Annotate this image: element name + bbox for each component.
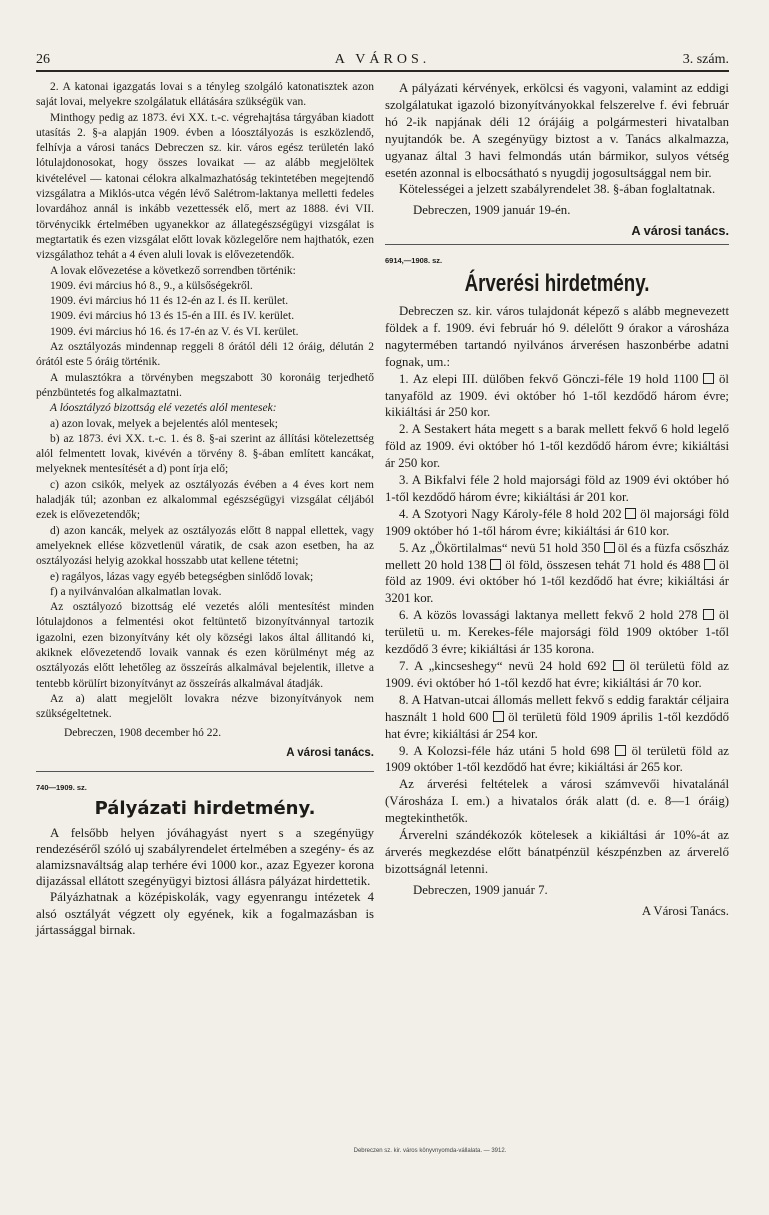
auction-item-text: öl területü föld az 1909 október 1-től kezdődő hat évre; kikiáltási ár 265 kor. bbox=[385, 743, 729, 775]
auction-item-text: 7. A „kincseshegy“ nevü 24 hold 692 bbox=[399, 659, 613, 673]
auction-item-text: 8. A Hatvan-utcai állomás mellett fekvő s eddig faraktár céljaira használt 1 hold 600 bbox=[385, 692, 729, 724]
paragraph: A lovak elővezetése a következő sorrendben történik: bbox=[50, 264, 296, 277]
paragraph: Pályázhatnak a középiskolák, vagy egyenrangu intézetek 4 alsó osztályát végzett oly egyének, kik a fogalmazásban is jártassággal birnak. bbox=[36, 890, 374, 937]
square-fathom-icon bbox=[493, 711, 504, 722]
exemption-item: a) azon lovak, melyek a bejelentés alól mentesek; bbox=[50, 417, 278, 430]
auction-item-text: 9. A Kolozsi-féle ház utáni 5 hold 698 bbox=[399, 743, 616, 758]
square-fathom-icon bbox=[703, 373, 714, 384]
issue-number: 3. szám. bbox=[682, 52, 729, 67]
notice-signature: A városi tanács. bbox=[286, 746, 374, 759]
auction-item-text: öl területü u. m. Kerekes-féle majorsági föld 1909 október 1-től kezdődő 3 évre; kikiáltási ár 135 korona. bbox=[385, 608, 730, 657]
auction-item bbox=[385, 658, 729, 692]
auction-item-text: öl területü föld 1909 április 1-től kezdődő hat évre; kikiáltási ár 254 kor. bbox=[385, 709, 729, 741]
auction-item-text: 5. Az „Ökörtilalmas“ nevü 51 hold 350 bbox=[399, 540, 604, 555]
auction-item-text: 2. A Sestakert háta megett s a barak mellett fekvő 6 hold legelő föld az 1909. évi október hó 1-től kezdődő három évre; kikiáltási ár 250 kor. bbox=[385, 422, 729, 471]
square-fathom-icon bbox=[490, 559, 501, 570]
notice-date: Debreczen, 1909 január 7. bbox=[413, 882, 548, 897]
paragraph: 2. A katonai igazgatás lovai s a tényleg szolgáló katonatisztek azon saját lovai, melyekre szolgálatuk ellátására szükségük van. bbox=[36, 81, 374, 109]
exemption-item: d) azon kancák, melyek az osztályozás előtt 8 nappal ellettek, vagy amelyeknek ellése közvetlenül váratik, de csak azon esetben, ha az osztályozási helyig azokkal hosszabb utat kellene tétetni; bbox=[36, 524, 374, 568]
page-header bbox=[36, 48, 729, 72]
schedule-line: 1909. évi március hó 16. és 17-én az V. és VI. kerület. bbox=[50, 325, 299, 338]
exemption-heading: A lóosztályzó bizottság elé vezetés alól mentesek: bbox=[50, 402, 277, 415]
printer-footer: Debreczen sz. kir. város könyvnyomda-vállalata. — 3912. bbox=[353, 1148, 507, 1154]
exemption-item: b) az 1873. évi XX. t.-c. 1. és 8. §-ai szerint az állítási kötelezettség alól felmentett lovak, kivévén a törvény 8. §-ában említett kancákat, melyeknek mentesítését a d) pont írja elő; bbox=[36, 432, 374, 476]
auction-item-text: 6. A közös lovassági laktanya mellett fekvő 2 hold 278 bbox=[399, 608, 703, 623]
auction-item-text: öl tanyaföld az 1909. évi október hó 1-től kezdődő három évre; kikiáltási ár 250 kor. bbox=[385, 371, 729, 420]
auction-item-text: öl és a füzfa csőszház mellett 20 hold 138 bbox=[385, 540, 729, 572]
square-fathom-icon bbox=[604, 542, 615, 553]
auction-item bbox=[385, 421, 729, 472]
auction-item-text: 1. Az elepi III. dülőben fekvő Gönczi-féle 19 hold 1100 bbox=[399, 371, 704, 386]
auction-item bbox=[385, 692, 729, 743]
paragraph: A felsőbb helyen jóváhagyást nyert s a szegényügy rendezéséről szóló uj szabályrendelet értelmében a szegény- és az alamizsnaváltság alap terhére évi 1000 kor., azaz Egyezer korona dijazással ellátott szegényügyi biztosi állásra pályázat hirdettetik. bbox=[36, 825, 374, 889]
paragraph: Az a) alatt megjelölt lovakra nézve bizonyítványok nem szükségeltetnek. bbox=[36, 692, 374, 721]
page-number: 26 bbox=[36, 52, 50, 67]
auction-item bbox=[385, 607, 729, 658]
exemption-item: c) azon csikók, melyek az osztályozás évében a 4 éves kort nem haladják túl; azonban ez alkalommal egészségügyi vizsgálat céljából ezek is elővezetendők; bbox=[36, 478, 374, 522]
right-column bbox=[385, 80, 729, 920]
exemption-item: f) a nyilvánvalóan alkalmatlan lovak. bbox=[50, 585, 222, 598]
notice-signature: A Városi Tanács. bbox=[641, 903, 729, 918]
paragraph: Minthogy pedig az 1873. évi XX. t.-c. végrehajtása tárgyában kiadott utasítás 2. §-a alapján 1909. évben a lóosztályozás is eszközlendő, felhívja a városi tanács Debreczen sz. kir. város egész területén lakó lótulajdonosokat, hogy összes lovaikat — az alább megjelöltek kivételével — katonai célokra alkalmazhatóság tekintetében megejtendő vizsgálatra a Miklós-utca végén lévő Salétrom-laktanya melletti fedeles lovardához annál is inkább vezettessék elő, mert az 1888. évi VII. törvénycikk értelmében ugyanekkor az állategészségügyi vizsgálat is megtartatik és ezen vizsgálat előtt lovak közlegelőre nem hajthatók, ezen vizsgálathoz tehát a 4 éven aluli lovak is elővezetendők. bbox=[36, 111, 374, 262]
schedule-line: 1909. évi március hó 13 és 15-én a III. és IV. kerület. bbox=[50, 310, 295, 323]
auction-item bbox=[385, 371, 729, 422]
auction-item bbox=[385, 540, 729, 608]
notice-title: Pályázati hirdetmény. bbox=[94, 798, 316, 820]
notice-date: Debreczen, 1909 január 19-én. bbox=[413, 203, 571, 218]
paragraph: Debreczen sz. kir. város tulajdonát képező s alább megnevezett földek a f. 1909. évi február hó 9. délelőtt 9 órakor a városháza nagytermében tartandó nyilvános árverésen haszonbérbe adatni fognak, um.: bbox=[385, 303, 729, 369]
square-fathom-icon bbox=[703, 609, 714, 620]
auction-item-text: öl területü föld az 1909. évi október hó 1-től kezdő hat évre; kikiáltási ár 70 kor. bbox=[385, 659, 729, 690]
reference-number: 740—1909. sz. bbox=[36, 783, 87, 793]
reference-number: 6914,—1908. sz. bbox=[385, 256, 443, 266]
left-column bbox=[36, 80, 374, 938]
auction-items bbox=[385, 371, 729, 777]
auction-item-text: öl föld az 1909. évi október hó 1-től kezdődő hat évre; kikiáltási ár 3201 kor. bbox=[385, 557, 730, 606]
auction-item-text: öl föld, összesen tehát 71 hold és 488 bbox=[501, 557, 705, 572]
auction-item bbox=[385, 472, 729, 506]
auction-title: Árverési hirdetmény. bbox=[464, 270, 650, 298]
paragraph: Az árverési feltételek a városi számvevői hivatalánál (Városháza I. em.) a hivatalos órák alatt (d. e. 8—1 óráig) megtekinthetők. bbox=[385, 777, 729, 826]
paragraph: Kötelességei a jelzett szabályrendelet 38. §-ában foglaltatnak. bbox=[399, 182, 716, 197]
square-fathom-icon bbox=[613, 660, 624, 671]
paragraph: A mulasztókra a törvényben megszabott 30 koronáig terjedhető pénzbüntetés fog alkalmaztatni. bbox=[36, 371, 374, 399]
schedule-line: 1909. évi március hó 11 és 12-én az I. és II. kerület. bbox=[50, 295, 289, 308]
publication-title: A VÁROS. bbox=[334, 52, 431, 67]
notice-date: Debreczen, 1908 december hó 22. bbox=[64, 727, 222, 740]
paragraph: Az osztályozás mindennap reggeli 8 órától déli 12 óráig, délután 2 órától este 5 óráig történik. bbox=[36, 341, 374, 369]
section-divider bbox=[36, 771, 374, 772]
square-fathom-icon bbox=[625, 508, 636, 519]
auction-item bbox=[385, 743, 729, 777]
exemption-item: e) ragályos, lázas vagy egyéb betegségben sinlődő lovak; bbox=[50, 570, 314, 583]
section-divider bbox=[385, 244, 729, 245]
schedule-line: 1909. évi március hó 8., 9., a külsőségekről. bbox=[50, 279, 253, 292]
square-fathom-icon bbox=[615, 745, 626, 756]
square-fathom-icon bbox=[704, 559, 715, 570]
auction-item-text: 3. A Bikfalvi féle 2 hold majorsági föld az 1909 évi október hó 1-től kezdődő három évre; kikiáltási ár 201 kor. bbox=[385, 473, 729, 504]
paragraph: A pályázati kérvények, erkölcsi és vagyoni, valamint az eddigi szolgálatukat igazoló bizonyítványokkal felszerelve f. évi február hó 2-ik napjának déli 12 órájáig a polgármesteri hivatalban nyujtandók be. A szegényügy biztost a v. Tanács alkalmazza, ugyanaz által 3 havi felmondás után bármikor, sulyos vétség esetén azonnal is elbocsátható s nyugdij jogosultsággal nem bir. bbox=[385, 81, 729, 180]
notice-signature: A városi tanács. bbox=[631, 223, 729, 239]
auction-item bbox=[385, 506, 729, 540]
paragraph: Az osztályozó bizottság elé vezetés alóli mentesítést minden lótulajdonos a felmentési okot feltüntető bizonyítvánnyal tartozik igazolni, ezen bizonyítvány két oly községi lakos által állitandó ki, akiknek elővezetendő lovaik vannak és ezen körülményt még az osztályozás előtt lehetőleg az összeírás alkalmával bejelentik, illetve a tentebb körülírt bizonyítványt az összeírás alkalmával átadják. bbox=[36, 601, 374, 690]
paragraph: Árverelni szándékozók kötelesek a kikiáltási ár 10%-át az árverés megkezdése előtt bánatpénzül készpénzben az árverelő bizottságnál letenni. bbox=[385, 828, 729, 876]
auction-item-text: öl majorsági föld 1909 október hó 1-től három évre; kikiáltási ár 610 kor. bbox=[385, 506, 729, 538]
auction-item-text: 4. A Szotyori Nagy Károly-féle 8 hold 202 bbox=[399, 506, 626, 521]
